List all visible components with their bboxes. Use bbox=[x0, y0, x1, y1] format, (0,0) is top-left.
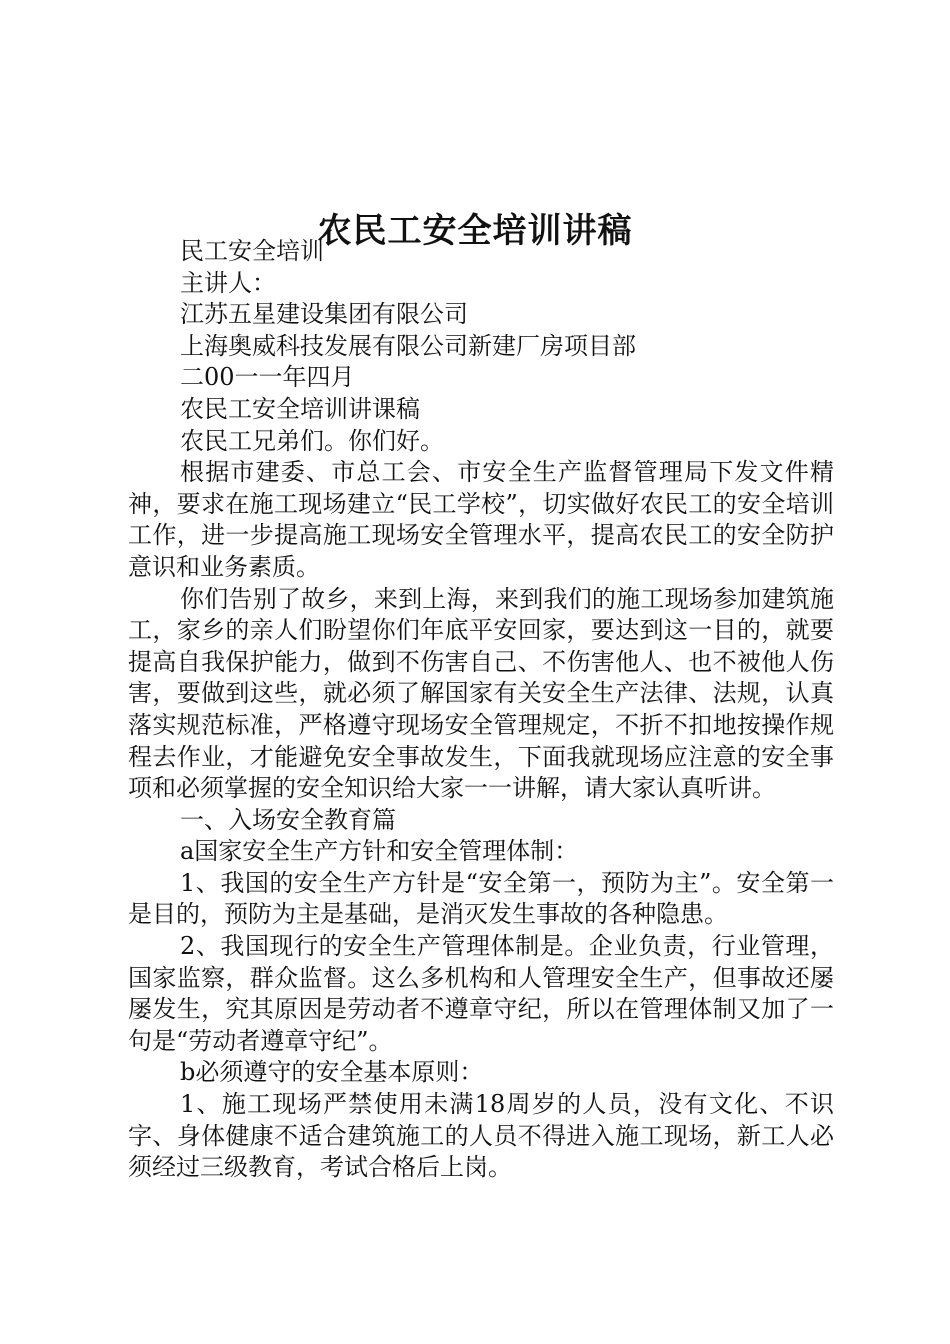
section-heading: 一、入场安全教育篇 bbox=[180, 805, 396, 834]
list-item: 1、我国的安全生产方针是“安全第一，预防为主”。安全第一是目的，预防为主是基础，是消灭发生事故的各种隐患。 bbox=[128, 868, 834, 929]
header-line-lecture-title: 农民工安全培训讲课稿 bbox=[180, 394, 420, 423]
paragraph-intro: 根据市建委、市总工会、市安全生产监督管理局下发文件精神，要求在施工现场建立“民工学校”，切实做好农民工的安全培训工作，进一步提高施工现场安全管理水平，提高农民工的安全防护意识和业务素质。 bbox=[128, 458, 834, 581]
document-title: 农民工安全培训讲稿 bbox=[317, 210, 633, 251]
header-line-date: 二00一一年四月 bbox=[180, 363, 355, 392]
document-body bbox=[128, 236, 834, 1184]
header-line-project: 上海奥威科技发展有限公司新建厂房项目部 bbox=[180, 331, 636, 360]
header-line-speaker: 主讲人： bbox=[180, 268, 276, 297]
paragraph-purpose: 你们告别了故乡，来到上海，来到我们的施工现场参加建筑施工，家乡的亲人们盼望你们年底平安回家，要达到这一目的，就要提高自我保护能力，做到不伤害自己、不伤害他人、也不被他人伤害，要做到这些，就必须了解国家有关安全生产法律、法规，认真落实规范标准，严格遵守现场安全管理规定，不折不扣地按操作规程去作业，才能避免安全事故发生，下面我就现场应注意的安全事项和必须掌握的安全知识给大家一一讲解，请大家认真听讲。 bbox=[128, 584, 834, 803]
header-line-training: 民工安全培训 bbox=[180, 237, 324, 265]
list-item: 2、我国现行的安全生产管理体制是。企业负责，行业管理，国家监察，群众监督。这么多机构和人管理安全生产，但事故还屡屡发生，究其原因是劳动者不遵章守纪，所以在管理体制又加了一句是“劳动者遵章守纪”。 bbox=[128, 932, 834, 1055]
header-line-company: 江苏五星建设集团有限公司 bbox=[180, 300, 468, 329]
subsection-b-heading: b必须遵守的安全基本原则： bbox=[180, 1058, 484, 1087]
list-item: 1、施工现场严禁使用未满18周岁的人员，没有文化、不识字、身体健康不适合建筑施工的人员不得进入施工现场，新工人必须经过三级教育，考试合格后上岗。 bbox=[128, 1090, 834, 1182]
header-line-greeting: 农民工兄弟们。你们好。 bbox=[180, 426, 444, 455]
subsection-a-heading: a国家安全生产方针和安全管理体制： bbox=[180, 837, 579, 866]
